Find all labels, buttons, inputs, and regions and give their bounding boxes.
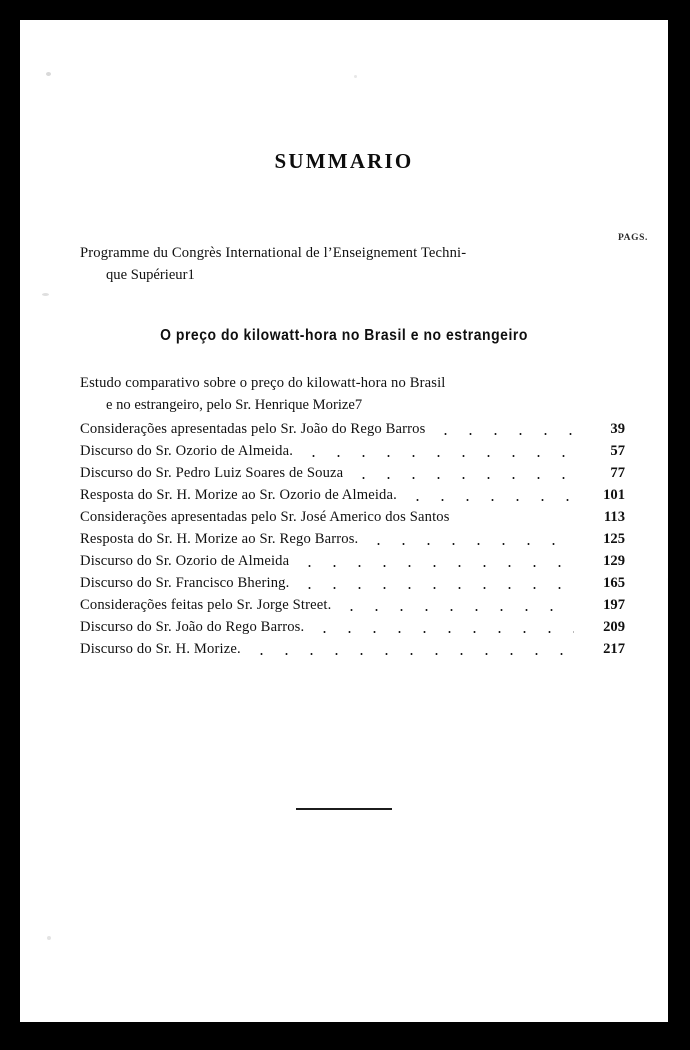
toc-entry-page-number: 209: [603, 619, 625, 635]
toc-entry-title: Discurso do Sr. Francisco Bhering.: [80, 575, 290, 591]
toc-entry-title: Discurso do Sr. João do Rego Barros.: [80, 619, 305, 635]
leader-dots: [249, 652, 574, 656]
scan-speckle: [46, 72, 51, 76]
scan-speckle: [354, 75, 357, 78]
toc-entry-page-number: 129: [603, 553, 625, 569]
toc-entry: [80, 529, 625, 550]
toc-entry: [80, 573, 625, 594]
toc-entry-title: Discurso do Sr. Ozorio de Almeida: [80, 553, 290, 569]
toc-entry: [80, 419, 625, 440]
toc-entry-page-number: 165: [603, 575, 625, 591]
document-page: [20, 20, 668, 1022]
toc-entry: [80, 463, 625, 484]
leader-dots: [458, 520, 574, 524]
leader-dots: [297, 586, 574, 590]
scan-speckle: [47, 936, 51, 940]
page-title: SUMMARIO: [274, 149, 414, 173]
section-heading: O preço do kilowatt-hora no Brasil e no estrangeiro: [160, 327, 528, 344]
toc-entry-title-line2: e no estrangeiro, pelo Sr. Henrique Morize: [106, 397, 355, 413]
leader-dots: [433, 432, 574, 436]
contents-list: [80, 372, 625, 661]
leader-dots: [366, 542, 574, 546]
toc-entry-title-line1: Programme du Congrès International de l’Enseignement Techni-: [80, 245, 467, 261]
toc-entry-title: Resposta do Sr. H. Morize ao Sr. Rego Barros.: [80, 531, 359, 547]
toc-entry-page-number: 77: [610, 465, 625, 481]
toc-entry: [80, 551, 625, 572]
toc-entry-title: Considerações apresentadas pelo Sr. João do Rego Barros: [80, 421, 426, 437]
page-column-header: PAGS.: [617, 233, 648, 243]
toc-entry-page-number: 1: [187, 267, 195, 283]
toc-entry-page-number: 125: [603, 531, 625, 547]
toc-entry-page-number: 7: [354, 397, 363, 413]
toc-entry: [80, 639, 625, 660]
leader-dots: [339, 608, 574, 612]
toc-entry-title: Considerações feitas pelo Sr. Jorge Street.: [80, 597, 332, 613]
toc-entry-page-number: 113: [603, 509, 625, 525]
toc-entry-title: Discurso do Sr. Ozorio de Almeida.: [80, 443, 294, 459]
toc-entry-title: Discurso do Sr. H. Morize.: [80, 641, 241, 657]
toc-entry: [80, 595, 625, 616]
toc-entry: [80, 441, 625, 462]
toc-entry: [80, 617, 625, 638]
horizontal-rule: [296, 808, 392, 810]
toc-entry-title: Considerações apresentadas pelo Sr. José Americo dos Santos: [80, 509, 450, 525]
toc-entry: [80, 507, 625, 528]
leader-dots: [351, 476, 574, 480]
toc-entry-page-number: 39: [610, 421, 625, 437]
toc-entry-page-number: 197: [603, 597, 625, 613]
leader-dots: [297, 564, 574, 568]
toc-entry-page-number: 57: [610, 443, 625, 459]
toc-entry: [80, 372, 625, 416]
leader-dots: [405, 498, 574, 502]
toc-entry: [80, 242, 625, 286]
scan-speckle: [42, 293, 49, 296]
toc-entry-page-number: 101: [603, 487, 625, 503]
toc-entry-title: Resposta do Sr. H. Morize ao Sr. Ozorio de Almeida.: [80, 487, 397, 503]
toc-entry: [80, 485, 625, 506]
leader-dots: [312, 630, 574, 634]
leader-dots: [301, 454, 574, 458]
toc-entry-title-line1: Estudo comparativo sobre o preço do kilowatt-hora no Brasil: [80, 375, 446, 391]
toc-entry-title-line2: que Supérieur: [106, 267, 188, 283]
front-matter-list: [80, 242, 625, 289]
toc-entry-title: Discurso do Sr. Pedro Luiz Soares de Souza: [80, 465, 344, 481]
toc-entry-page-number: 217: [603, 641, 625, 657]
